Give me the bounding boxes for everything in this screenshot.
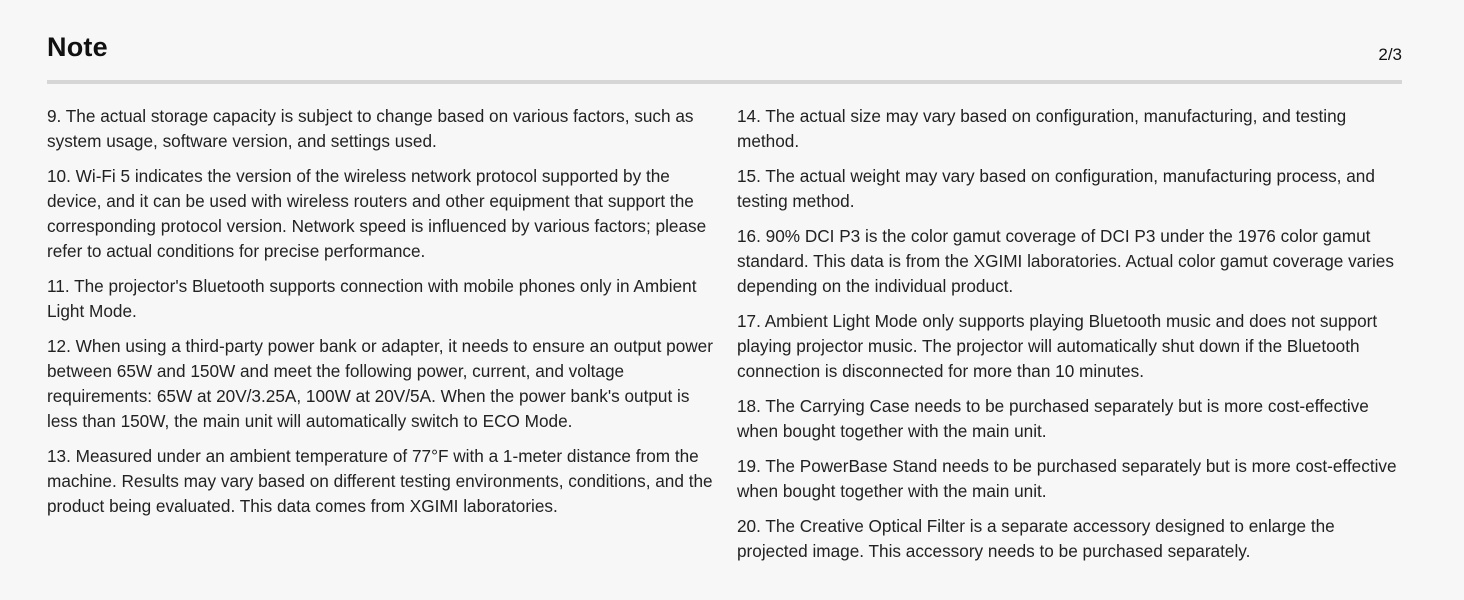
note-item-12: 12. When using a third-party power bank or adapter, it needs to ensure an output power between 65W and 150W and meet the following power, current, and voltage requirements: 65W at 20V/3.25A, 100W at 20V/5A. When the power bank's output is less than 150W, the main unit will automatically switch to ECO Mode. (47, 336, 713, 431)
notes-column-right (737, 104, 1407, 574)
note-item-10: 10. Wi-Fi 5 indicates the version of the wireless network protocol supported by the device, and it can be used with wireless routers and other equipment that support the corresponding protocol version. Network speed is influenced by various factors; please refer to actual conditions for precise performance. (47, 166, 707, 261)
note-item-17: 17. Ambient Light Mode only supports playing Bluetooth music and does not support playing projector music. The projector will automatically shut down if the Bluetooth connection is disconnected for more than 10 minutes. (737, 311, 1378, 381)
note-item-15: 15. The actual weight may vary based on configuration, manufacturing process, and testing method. (737, 166, 1375, 211)
note-item-20: 20. The Creative Optical Filter is a separate accessory designed to enlarge the projected image. This accessory needs to be purchased separately. (737, 516, 1335, 561)
header-divider (47, 80, 1402, 84)
page-header (47, 30, 1402, 70)
note-item-11: 11. The projector's Bluetooth supports connection with mobile phones only in Ambient Light Mode. (47, 276, 697, 321)
note-item-9: 9. The actual storage capacity is subject to change based on various factors, such as system usage, software version, and settings used. (47, 106, 694, 151)
page-title: Note (47, 32, 108, 62)
note-item-18: 18. The Carrying Case needs to be purchased separately but is more cost-effective when bought together with the main unit. (737, 396, 1369, 441)
note-item-16: 16. 90% DCI P3 is the color gamut coverage of DCI P3 under the 1976 color gamut standard. This data is from the XGIMI laboratories. Actual color gamut coverage varies depending on the individual product. (737, 226, 1394, 296)
page-number: 2/3 (1378, 45, 1402, 64)
notes-column-left (47, 104, 719, 529)
note-item-13: 13. Measured under an ambient temperature of 77°F with a 1-meter distance from the machine. Results may vary based on different testing environments, conditions, and the product being evaluated. This data comes from XGIMI laboratories. (47, 446, 713, 516)
note-item-14: 14. The actual size may vary based on configuration, manufacturing, and testing method. (737, 106, 1347, 151)
note-item-19: 19. The PowerBase Stand needs to be purchased separately but is more cost-effective when bought together with the main unit. (737, 456, 1397, 501)
